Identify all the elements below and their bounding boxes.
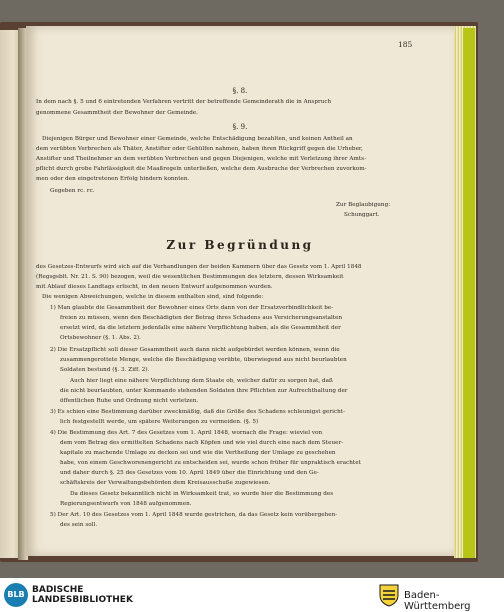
list-item-line: die nicht beurlaubten, unter Kommando stehenden Soldaten ihre Pflichten zur Aufrechthaltung der [60,388,348,394]
section-8-line: In dem nach §. 5 und 6 eintretenden Verfahren vertritt der betreffende Gemeinderath die in Anspruch [36,99,332,105]
list-item-line: 2) Die Ersatzpflicht soll dieser Gesammtheit auch dann nicht aufgebürdet werden können, wenn die [50,347,340,353]
list-item-line: ersetzt wird, da die letztern jedenfalls eine nähere Verpflichtung haben, als die Gesammtheit der [60,325,341,331]
section-9-line: dem verübten Verbrechen als Thäter, Anstifter oder Gehülfen nahmen, haben ihren Rückgriff gegen die Urheber, [36,146,363,152]
list-item-line: kapitale zu machende Umlage zu decken sei und wie die Vertheilung der Umlage zu geschehen [60,450,336,456]
section-9-line: pflicht durch grobe Fahrlässigkeit die Maaßregeln unterließen, welche dem Ausbruche der Verbrechen zuvorkom- [36,166,367,172]
blb-name[interactable] [32,585,133,605]
section-9-title: §. 9. [232,123,248,131]
yellow-bookmark-strip [463,28,475,558]
intro-line: Die wenigen Abweichungen, welche in diesem enthalten sind, sind folgende: [42,294,264,300]
section-8-title: §. 8. [232,87,248,95]
list-item-line: Auch hier liegt eine nähere Verpflichtung dem Staate ob, welcher dafür zu sorgen hat, daß [70,378,333,384]
list-item-line: 1) Man glaubte die Gesammtheit der Bewohner eines Orts dann von der Ersatzverbindlichkeit be- [50,305,334,311]
list-item-line: zusammengerottete Menge, welche die Beschädigung verübte, überwiegend aus nicht beurlaubten [60,357,347,363]
section-9-line: Anstifter und Theilnehmer an dem verübten Verbrechen und gegen Diejenigen, welche mit Verletzung ihrer Amts- [36,156,367,162]
blb-logo[interactable]: BLB [4,583,28,607]
section-9-line: men oder den eingetretenen Erfolg hindern konnten. [36,176,190,182]
list-item-line: und daher durch §. 25 des Gesetzes vom 10. April 1849 über die Einrichtung und den Ge- [60,470,319,476]
list-item-line: 5) Der Art. 10 des Gesetzes vom 1. April 1848 wurde gestrichen, da das Gesetz kein vorübergehen- [50,512,338,518]
list-item-line: öffentlichen Ruhe und Ordnung nicht verletzen. [60,398,199,404]
given-line: Gegeben rc. rc. [50,188,95,194]
list-item-line: lich festgestellt werde, um spätere Weiterungen zu vermeiden. (§. 5) [60,419,259,425]
section-9-line: Diejenigen Bürger und Bewohner einer Gemeinde, welche Entschädigung bezahlten, und keinen Antheil an [42,136,353,142]
justification-heading: Zur Begründung [166,238,314,252]
baden-wuerttemberg-label[interactable]: Baden-Württemberg [404,590,471,612]
intro-line: des Gesetzes-Entwurfs wird sich auf die Verhandlungen der beiden Kammern über das Gesetz vom 1. April 1848 [36,264,362,270]
list-item-line: Ortsbewohner (§. 1. Abs. 2). [60,335,142,341]
blb-name-line1: BADISCHE [32,585,84,595]
list-item-line: Da dieses Gesetz bekanntlich nicht in Wirksamkeit trat, so wurde hier die Bestimmung des [70,491,334,497]
blb-name-line2: LANDESBIBLIOTHEK [32,595,133,605]
list-item-line: 3) Es schien eine Bestimmung darüber zweckmäßig, daß die Größe des Schadens schleunigst gericht- [50,409,346,415]
section-8-line: genommene Gesammtheit der Bewohner der Gemeinde. [36,110,199,116]
intro-line: mit Ablauf dieses Landtags erlischt, in den neuen Entwurf aufgenommen wurden. [36,284,273,290]
list-item-line: schäftskreis der Verwaltungsbehörden dem Kreisausschuße zugewiesen. [60,480,271,486]
list-item-line: habe, von einem Geschworenengericht zu entscheiden sei, wurde schon früher für unpraktisch erachtet [60,460,361,466]
list-item-line: Soldaten bestund (§. 3. Ziff. 2). [60,367,150,373]
list-item-line: des sein soll. [60,522,98,528]
coat-of-arms-icon [378,583,400,607]
verification-signature: Schunggart. [344,212,380,218]
list-item-line: freien zu müssen, wenn den Beschädigten der Betrag ihres Schadens aus Versicherungsanstalten [60,315,343,321]
list-item-line: dem vom Betrag des ermittelten Schadens nach Köpfen und wie viel durch eine nach dem Steuer- [60,440,344,446]
page-number: 185 [398,40,413,49]
list-item-line: Regierungsentwurfs von 1848 aufgenommen. [60,501,192,507]
intro-line: (Regsgsblt. Nr. 21. S. 90) bezogen, weil die wesentlichen Bestimmungen des letztern, dessen Wirksamkeit [36,274,344,280]
verification-label: Zur Beglaubigung: [336,202,391,208]
list-item-line: 4) Die Bestimmung des Art. 7 des Gesetzes vom 1. April 1848, wornach die Frage: wieviel von [50,430,323,436]
